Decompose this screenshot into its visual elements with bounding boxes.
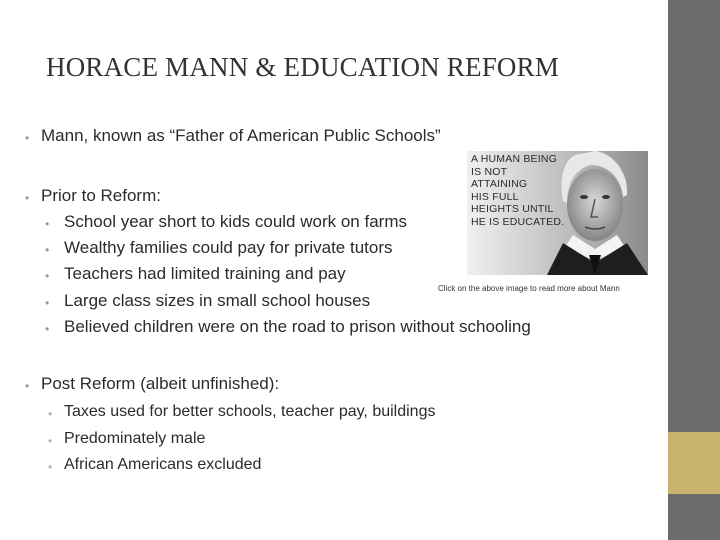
portrait-quote: [471, 153, 564, 229]
bullet-mann-known-as: Mann, known as “Father of American Public Schools”: [41, 126, 441, 145]
post-item: African Americans excluded: [64, 456, 262, 473]
bullet-prior-to-reform: Prior to Reform:: [41, 186, 161, 205]
bullet-icon: •: [25, 379, 30, 393]
bullet-icon: •: [48, 460, 53, 474]
post-item: Predominately male: [64, 430, 206, 447]
side-accent: [668, 432, 720, 494]
prior-item: Believed children were on the road to prison without schooling: [64, 317, 531, 336]
bullet-icon: •: [45, 243, 50, 257]
post-item: Taxes used for better schools, teacher pay, buildings: [64, 403, 436, 420]
image-caption: Click on the above image to read more about Mann: [438, 284, 620, 293]
prior-item: Wealthy families could pay for private tutors: [64, 238, 393, 257]
bullet-icon: •: [45, 269, 50, 283]
bullet-icon: •: [25, 131, 30, 145]
quote-line: A HUMAN BEING: [471, 153, 558, 165]
quote-line: HEIGHTS UNTIL: [471, 203, 554, 216]
prior-item: Large class sizes in small school houses: [64, 291, 371, 310]
quote-line: HE IS EDUCATED.: [471, 215, 565, 228]
bullet-icon: •: [48, 434, 53, 448]
bullet-post-reform: Post Reform (albeit unfinished):: [41, 374, 280, 393]
mann-portrait-image[interactable]: [467, 151, 648, 275]
quote-line: ATTAINING: [471, 178, 528, 191]
quote-line: HIS FULL: [471, 190, 519, 203]
bullet-icon: •: [48, 407, 53, 421]
quote-line: IS NOT: [471, 165, 508, 178]
prior-item: School year short to kids could work on farms: [64, 212, 407, 231]
slide-title: HORACE MANN & EDUCATION REFORM: [46, 52, 560, 82]
prior-item: Teachers had limited training and pay: [64, 264, 346, 283]
bullet-icon: •: [45, 322, 50, 336]
bullet-icon: •: [45, 217, 50, 231]
bullet-icon: •: [45, 296, 50, 310]
bullet-icon: •: [25, 191, 30, 205]
